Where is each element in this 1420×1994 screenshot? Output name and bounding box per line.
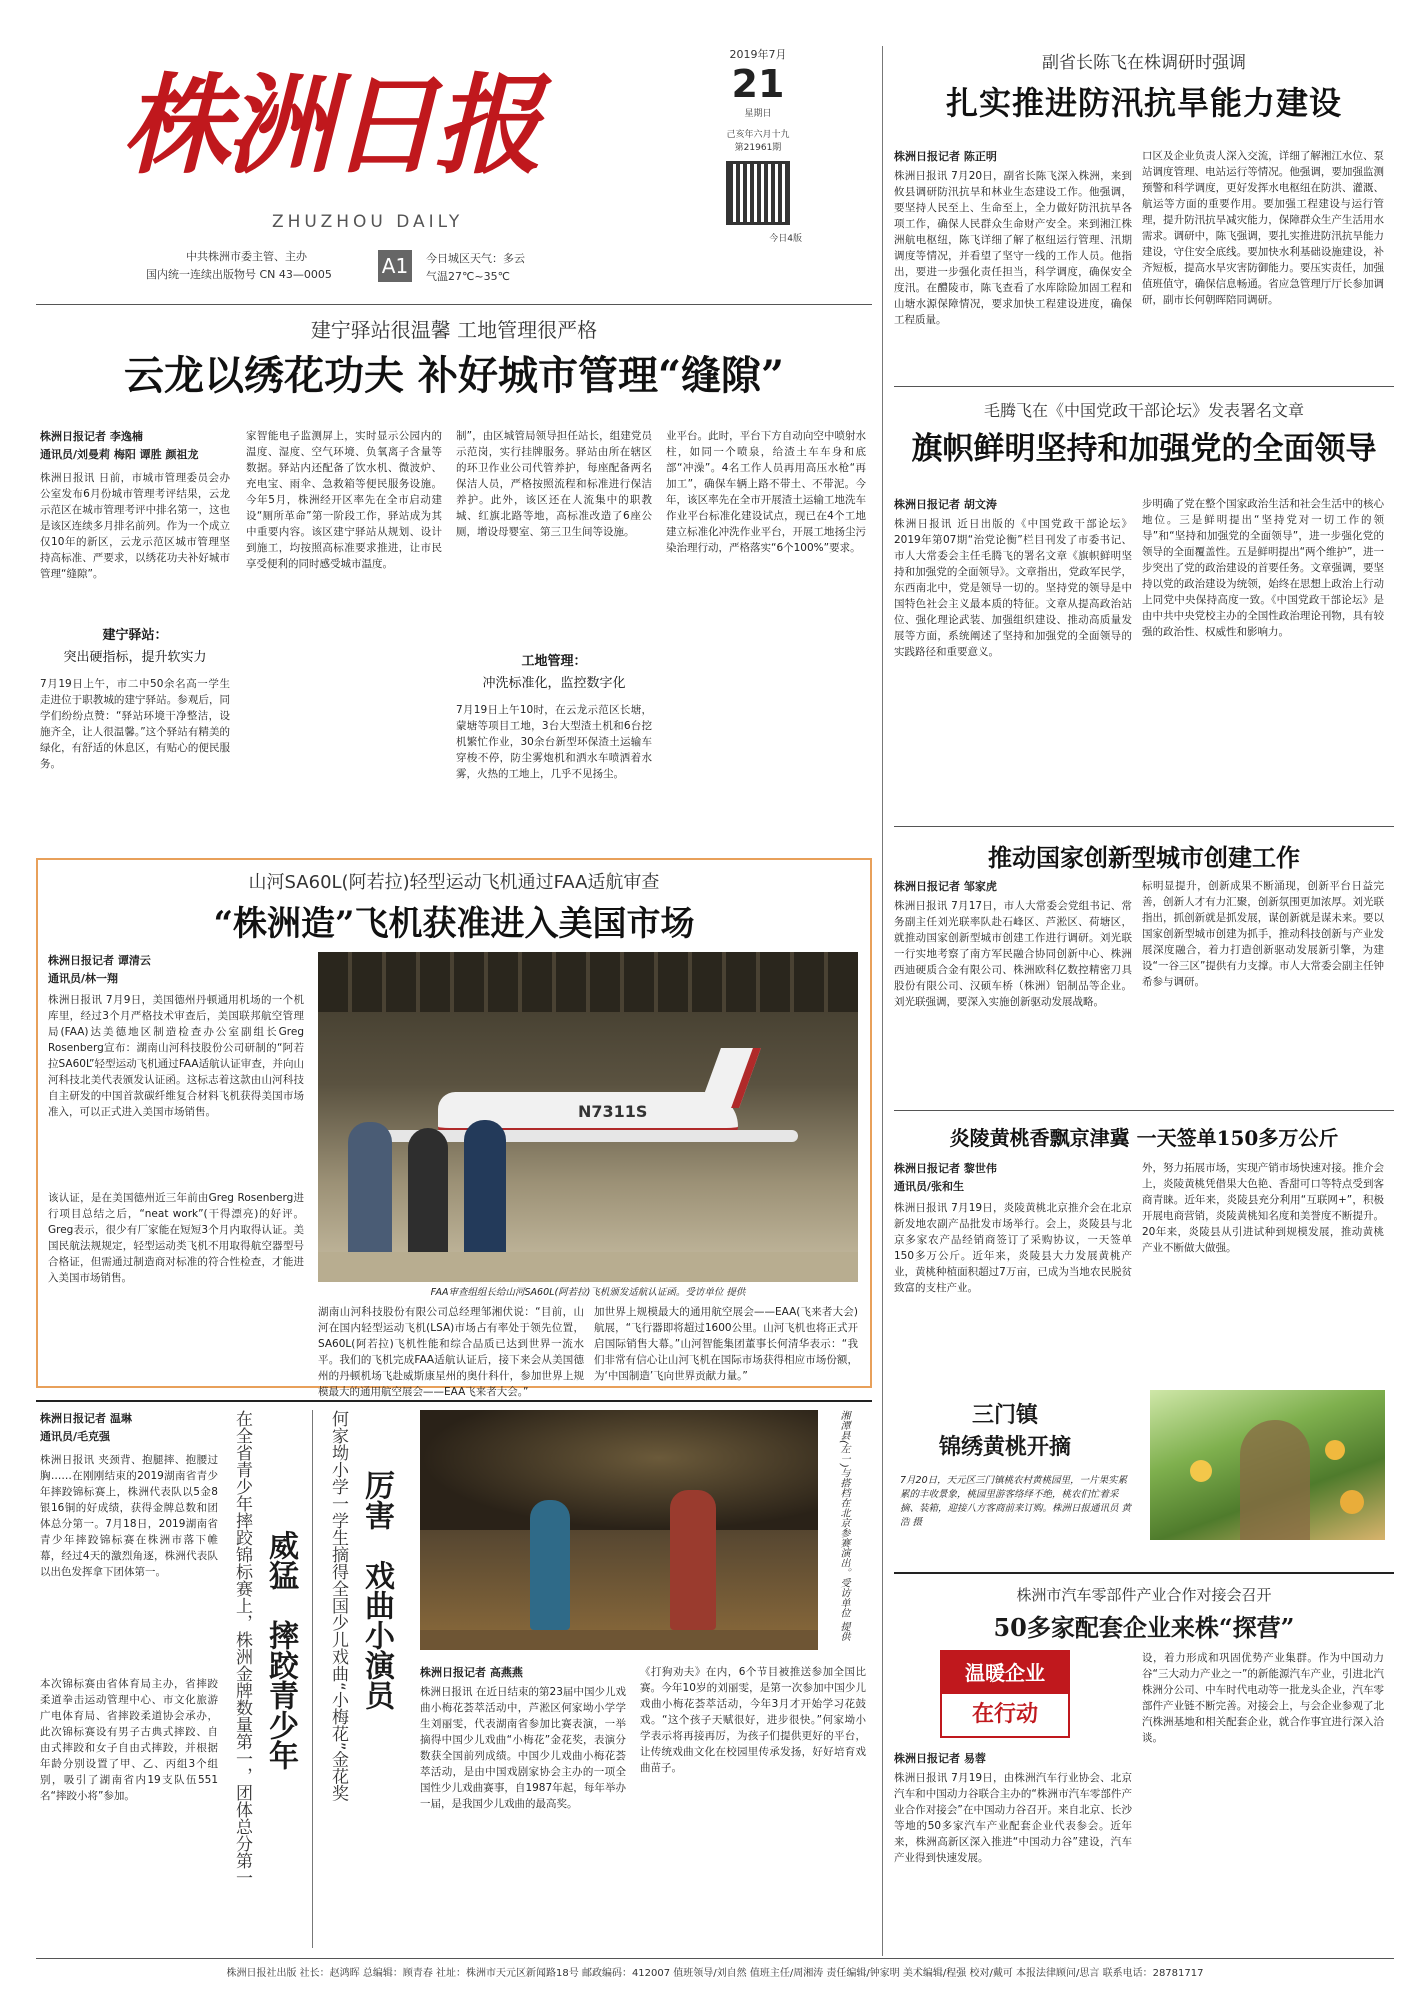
opera-big-1: 厉害 [359,1470,394,1530]
airplane-tail [699,1048,761,1108]
lunar-date: 己亥年六月十九 [726,130,790,140]
peach-byline: 株洲日报记者 黎世伟 [894,1162,997,1175]
masthead-pinyin: ZHUZHOU DAILY [272,212,464,232]
leadership-headline[interactable]: 旗帜鲜明坚持和加强党的全面领导 [911,431,1377,467]
yunlong-subhead-2b: 冲洗标准化，监控数字化 [482,676,626,691]
peach-photo[interactable] [1150,1390,1385,1540]
plane-col2: 湖南山河科技股份有限公司总经理邹湘伏说：“目前，山河在国内轻型运动飞机(LSA)市场占有率处于领先位置，SA60L(阿若拉)飞机性能和综合品质已达到世界一流水平。我们的飞机完成FAA适航认证后，接下来会从美国德州的丹顿机场飞赴威斯康星州的奥什科什，参加世界上规模最大的通用航空展会——EAA飞来者大会。” [318,1306,584,1398]
yunlong-col4: 业平台。此时，平台下方自动向空中喷射水柱，如同一个喷泉，给渣土车车身和底部“冲澡”。4名工作人员再用高压水枪“再加工”，确保车辆上路不带土、不带泥。今年，该区率先在全市开展渣土运输工地洗车作业平台标准化建设试点，现已在4个工地建立标准化冲洗作业平台，开展工地扬尘污染治理行动，严格落实“6个100%”要求。 [666,430,866,554]
opera-big-2: 戏曲小演员 [359,1560,394,1710]
page-number-badge: A1 [378,250,412,282]
peach-caption: 7月20日，天元区三门镇桃农村黄桃园里，一片果实累累的丰收景象，桃园里游客络绎不绝，桃农们忙着采摘、装箱，迎接八方客商前来订购。株洲日报通讯员 黄浩 摄 [900,1475,1132,1528]
wrestling-big-1: 威猛 [263,1530,298,1590]
yunlong-col3b: 7月19日上午10时，在云龙示范区长塘，蒙塘等项目工地，3台大型渣土机和6台挖机繁忙作业，30余台新型环保渣土运输车穿梭不停，防尘雾炮机和洒水车喷洒着水雾，火热的工地上，几乎不见扬尘。 [456,704,652,780]
divider [894,1572,1394,1574]
peach-col1: 株洲日报讯 7月19日，炎陵黄桃北京推介会在北京新发地农副产品批发市场举行。会上，炎陵县与北京多家农产品经销商签订了采购协议，一天签单150多万公斤。近年来，炎陵县大力发展黄桃产业，黄桃种植面积超过7万亩，已成为当地农民脱贫致富的支柱产业。 [894,1202,1132,1294]
flood-col1: 株洲日报讯 7月20日，副省长陈飞深入株洲，来到攸县调研防汛抗旱和林业生态建设工作。他强调，要坚持人民至上、生命至上，全力做好防汛抗旱各项工作，确保人民群众生命财产安全。来到湘江株洲航电枢纽，陈飞详细了解了枢纽运行管理、汛期调度等情况，并看望了坚守一线的工作人员。他指出，要进一步强化责任担当，科学调度，确保安全度汛。在醴陵市，陈飞查看了水库除险加固工程和山塘水源保障情况，要求加快工程建设进度，确保工程质量。 [894,170,1132,326]
flood-byline: 株洲日报记者 陈正明 [894,150,997,163]
weekday: 星期日 [744,109,772,119]
flood-headline[interactable]: 扎实推进防汛抗旱能力建设 [945,84,1342,122]
flood-col2: 口区及企业负责人深入交流，详细了解湘江水位、泵站调度管理、电站运行等情况。他强调，要加强监测预警和科学调度，更好发挥水电枢纽在防洪、灌溉、航运等方面的重要作用。要加强工程建设与运行管理，提升防汛抗旱减灾能力，保障群众生产生活用水需求。调研中，陈飞强调，要扎实推进防汛抗旱能力建设，守住安全底线。要加快水利基础设施建设，补齐短板，提高水旱灾害防御能力。要压实责任，加强值班值守，确保信息畅通。省应急管理厅厅长参加调研，副市长何朝晖陪同调研。 [1142,150,1384,306]
leadership-kicker: 毛腾飞在《中国党政干部论坛》发表署名文章 [983,401,1304,420]
wrestling-col1b: 本次锦标赛由省体育局主办，省摔跤柔道拳击运动管理中心、市文化旅游广电体育局、省摔跤柔道协会承办，此次锦标赛设有男子古典式摔跤、自由式摔跤和女子自由式摔跤，并根据年龄分别设置了甲、乙、丙组3个组别，吸引了湖南省内19支队伍551名“摔跤小将”参加。 [40,1678,218,1802]
masthead [36,46,802,301]
divider [894,826,1394,827]
innovation-headline[interactable]: 推动国家创新型城市创建工作 [988,843,1300,872]
performer-figure [670,1490,716,1630]
wrestling-vertical-kicker: 在全省青少年摔跤锦标赛上，株洲金牌数量第一，团体总分第一 [232,1410,252,1886]
yunlong-col1: 株洲日报讯 日前，市城市管理委员会办公室发布6月份城市管理考评结果，云龙示范区在城市管理考评中排名第一，这也是该区连续多月排名前列。作为一个成立仅10年的新区，云龙示范区城市管理坚持高标准、严要求，以绣花功夫补好城市管理“缝隙”。 [40,472,230,580]
date-day: 21 [731,62,785,106]
airplane-registration: N7311S [578,1102,648,1121]
date-block [708,46,808,286]
person-figure [348,1122,392,1272]
badge-bottom: 在行动 [971,1702,1038,1727]
innovation-byline: 株洲日报记者 邹家虎 [894,880,997,893]
person-figure [408,1128,448,1272]
auto-kicker: 株洲市汽车零部件产业合作对接会召开 [1016,1586,1272,1604]
yunlong-subhead-2: 工地管理： [521,654,587,669]
warm-enterprise-badge [940,1650,1070,1738]
column-divider [882,46,883,1956]
hangar-ceiling [318,952,858,1012]
peach-headline[interactable]: 炎陵黄桃香飘京津冀 一天签单150多万公斤 [949,1126,1339,1150]
yunlong-headline[interactable]: 云龙以绣花功夫 补好城市管理“缝隙” [124,352,784,399]
plane-kicker: 山河SA60L(阿若拉)轻型运动飞机通过FAA适航审查 [248,872,660,893]
peach-photo-title-2: 锦绣黄桃开摘 [938,1434,1071,1460]
wrestling-byline-2: 通讯员/毛克强 [40,1430,111,1443]
plane-col3: 加世界上规模最大的通用航空展会——EAA(飞来者大会)航展，“飞行器即将超过1600公里。山河飞机也将正式开启国际销售大幕。”山河智能集团董事长何清华表示：“我们非常有信心让山河飞机在国际市场获得相应市场份额，为‘中国制造’飞向世界贡献力量。” [594,1306,858,1382]
issue-number: 第21961期 [734,143,782,153]
leadership-byline: 株洲日报记者 胡文涛 [894,498,997,511]
date-year-month: 2019年7月 [729,48,787,61]
page-count: 今日4版 [769,234,802,244]
weather-text: 今日城区天气：多云 [426,252,525,265]
divider [894,386,1394,387]
divider [894,1110,1394,1111]
stage-backdrop [420,1410,818,1530]
auto-byline: 株洲日报记者 易蓉 [894,1752,986,1765]
badge-top: 温暖企业 [942,1652,1068,1694]
peach-fruit [1325,1440,1345,1460]
leadership-col1: 株洲日报讯 近日出版的《中国党政干部论坛》2019年第07期“治党论衡”栏目刊发了市委书记、市人大常委会主任毛腾飞的署名文章《旗帜鲜明坚持和加强党的全面领导》。文章指出，党政军民学，东西南北中，党是领导一切的。坚持党的领导是中国特色社会主义最本质的特征。文章从提高政治站位、强化理论武装、加强组织建设、推动高质量发展等方面，系统阐述了坚持和加强党的全面领导的实践路径和重要意义。 [894,518,1132,658]
farmer-figure [1240,1420,1310,1540]
auto-col2: 设，着力形成和巩固优势产业集群。作为中国动力谷“三大动力产业之一”的新能源汽车产业，引进北汽株洲分公司、中车时代电动等一批龙头企业，汽车零部件产业链不断完善。对接会上，与会企业参观了北汽株洲基地和相关配套企业，就合作事宜进行深入洽谈。 [1142,1652,1384,1744]
plane-byline-2: 通讯员/林一翔 [48,972,119,985]
opera-caption: 湘潭县(左一)与搭档在北京参赛演出。受访单位 提供 [838,1410,849,1641]
opera-photo[interactable] [420,1410,818,1650]
masthead-cn: 国内统一连续出版物号 CN 43—0005 [146,268,332,281]
innovation-col1: 株洲日报讯 7月17日，市人大常委会党组书记、常务副主任刘光联率队赴石峰区、芦淞区、荷塘区，就推动国家创新型城市创建工作进行调研。刘光联一行实地考察了南方军民融合协同创新中心、株洲西迪硬质合金有限公司、株洲欧科亿数控精密刀具股份有限公司、汉硕车桥（株洲）铝制品等企业。刘光联强调，要深入实施创新驱动发展战略。 [894,900,1132,1008]
opera-col1: 株洲日报讯 在近日结束的第23届中国少儿戏曲小梅花荟萃活动中，芦淞区何家坳小学学生刘丽雯，代表湖南省参加比赛表演，一举摘得中国少儿戏曲“小梅花”金花奖，表演分数获全国前列成绩。中国少儿戏曲小梅花荟萃活动，是由中国戏剧家协会主办的一项全国性少儿戏曲赛事，自1987年起，每年举办一届，是我国少儿戏曲的最高奖。 [420,1686,626,1810]
auto-headline[interactable]: 50多家配套企业来株“探营” [993,1613,1295,1642]
yunlong-col1b: 7月19日上午，市二中50余名高一学生走进位于职教城的建宁驿站。参观后，同学们纷纷点赞：“驿站环境干净整洁，设施齐全，让人很温馨。”这个驿站有精美的绿化，有舒适的休息区，有贴心的便民服务。 [40,678,230,770]
performer-figure [530,1500,570,1630]
wrestling-byline: 株洲日报记者 温琳 [40,1412,132,1425]
divider [36,304,872,305]
person-figure [464,1120,506,1272]
plane-col1b: 该认证，是在美国德州近三年前由Greg Rosenberg进行项目总结之后，“neat work”(干得漂亮)的好评。Greg表示，很少有厂家能在短短3个月内取得认证。美国民航法规规定，轻型运动类飞机不用取得航空器型号合格证，但需通过制造商对标准的符合性检查，才能进入美国市场销售。 [48,1192,304,1284]
divider [36,1400,872,1402]
leadership-story [894,398,1394,473]
yunlong-col3: 制”，由区城管局领导担任站长，组建党员示范岗，实行挂牌服务。驿站由所在辖区的环卫作业公司代管养护，每座配备两名保洁人员，严格按照流程和标准进行保洁养护。此外，该区还在人流集中的职教城、红旗北路等地，高标准改造了6座公厕，增设母婴室、第三卫生间等设施。 [456,430,652,538]
yunlong-byline-2: 通讯员/刘曼莉 梅阳 谭胜 颜祖龙 [40,448,199,461]
stage-floor [420,1630,818,1650]
peach-col2: 外，努力拓展市场，实现产销市场快速对接。推介会上，炎陵黄桃凭借果大色艳、香甜可口等特点受到客商青睐。近年来，炎陵县充分利用“互联网+”，积极开展电商营销，炎陵黄桃知名度和美誉度不断提升。20年来，炎陵县从引进试种到规模发展，推动黄桃产业不断做大做强。 [1142,1162,1384,1254]
yunlong-kicker: 建宁驿站很温馨 工地管理很严格 [310,318,598,342]
peach-photo-title: 三门镇 [971,1402,1038,1428]
yunlong-byline: 株洲日报记者 李逸楠 [40,430,143,443]
plane-col1: 株洲日报讯 7月9日，美国德州丹顿通用机场的一个机库里，经过3个月严格技术审查后，美国联邦航空管理局(FAA)达美德地区制造检查办公室副组长Greg Rosenberg宣布：湖南山河科技股份公司研制的“阿若拉SA60L”轻型运动飞机通过FAA适航认证审查，并向山河科技北美代表颁发认证函。这标志着这款由山河科技自主研发的中国首款碳纤维复合材料飞机获得美国市场准入，可以正式进入美国市场销售。 [48,994,304,1118]
yunlong-subhead-1b: 突出硬指标，提升软实力 [63,650,207,665]
peach-fruit [1340,1490,1364,1514]
footer-text: 株洲日报社出版 社长：赵鸿晖 总编辑：顾青春 社址：株洲市天元区新闻路18号 邮政编码：412007 值班领导/刘自然 值班主任/周湘涛 责任编辑/钟家明 美术编辑/程强 校对/戴可 本报法律顾问/思言 联系电话：28781717 [226,1968,1204,1979]
footer-rule [36,1958,1394,1959]
leadership-col2: 步明确了党在整个国家政治生活和社会生活中的核心地位。三是鲜明提出“坚持党对一切工作的领导”和“坚持和加强党的全面领导”，进一步强化党的领导的全面覆盖性。五是鲜明提出“两个维护”，进一步突出了党的政治建设的首要任务。文章强调，要坚持以党的政治建设为统领，始终在思想上政治上行动上同党中央保持高度一致。《中国党政干部论坛》是由中共中央党校主办的全国性政治理论刊物，具有较强的政治性、权威性和影响力。 [1142,498,1384,638]
flood-kicker: 副省长陈飞在株调研时强调 [1042,53,1246,73]
hangar-floor [318,1252,858,1282]
qr-code-icon[interactable] [726,161,790,225]
innovation-col2: 标明显提升，创新成果不断涌现，创新平台日益完善，创新人才有力汇聚，创新氛围更加浓厚。刘光联指出，抓创新就是抓发展，谋创新就是谋未来。要以国家创新型城市创建为抓手，推动科技创新与产业发展深度融合，着力打造创新驱动发展新引擎，为建设“一谷三区”提供有力支撑。市人大常委会副主任钟希参与调研。 [1142,880,1384,988]
yunlong-subhead-1: 建宁驿站： [102,628,168,643]
plane-headline[interactable]: “株洲造”飞机获准进入美国市场 [213,904,695,944]
column-divider [312,1410,313,1948]
masthead-title: 株洲日报 [122,63,539,189]
opera-byline: 株洲日报记者 高燕燕 [420,1666,523,1679]
opera-vertical-kicker: 何家坳小学一学生摘得全国少儿戏曲“小梅花”金花奖 [328,1410,348,1802]
peach-byline-2: 通讯员/张和生 [894,1180,965,1193]
auto-col1: 株洲日报讯 7月19日，由株洲汽车行业协会、北京汽车和中国动力谷联合主办的“株洲市汽车零部件产业合作对接会”在中国动力谷召开。来自北京、长沙等地的50多家汽车产业配套企业代表参会。近年来，株洲高新区深入推进“中国动力谷”建设，汽车产业得到快速发展。 [894,1772,1132,1864]
peach-fruit [1190,1460,1212,1482]
plane-byline: 株洲日报记者 谭清云 [48,954,151,967]
plane-caption: FAA审查组组长给山河SA60L(阿若拉)飞机颁发适航认证函。受访单位 提供 [430,1287,746,1298]
yunlong-col2: 家智能电子监测屏上，实时显示公园内的温度、湿度、空气环境、负氧离子含量等数据。驿站内还配备了饮水机、微波炉、充电宝、雨伞、急救箱等便民服务设施。今年5月，株洲经开区率先在全市启动建设“厕所革命”第一阶段工作，驿站成为其中重要内容。该区建宁驿站从规划、设计到施工，均按照高标准要求推进，让市民享受便利的同时感受城市温度。 [246,430,442,570]
plane-photo[interactable] [318,952,858,1282]
wrestling-col1: 株洲日报讯 夹颈背、抱腿摔、抱腰过胸……在刚刚结束的2019湖南省青少年摔跤锦标赛上，株洲代表队以5金8银16铜的好成绩，获得金牌总数和团体总分第一。7月18日，2019湖南省青少年摔跤锦标赛在株洲市落下帷幕，经过4天的激烈角逐，株洲代表队以出色发挥拿下团体第一。 [40,1454,218,1578]
opera-col2: 《打狗劝夫》在内，6个节目被推送参加全国比赛。今年10岁的刘丽雯，是第一次参加中国少儿戏曲小梅花荟萃活动，今年3月才开始学习花鼓戏。“这个孩子天赋很好，进步很快。”何家坳小学表示将再接再厉，为孩子们提供更好的平台，让传统戏曲文化在校园里传承发扬，好好培育戏曲苗子。 [640,1666,866,1774]
wrestling-big-2: 摔跤青少年 [263,1620,298,1770]
masthead-publisher: 中共株洲市委主管、主办 [186,250,307,263]
temperature-text: 气温27℃~35℃ [426,270,510,283]
